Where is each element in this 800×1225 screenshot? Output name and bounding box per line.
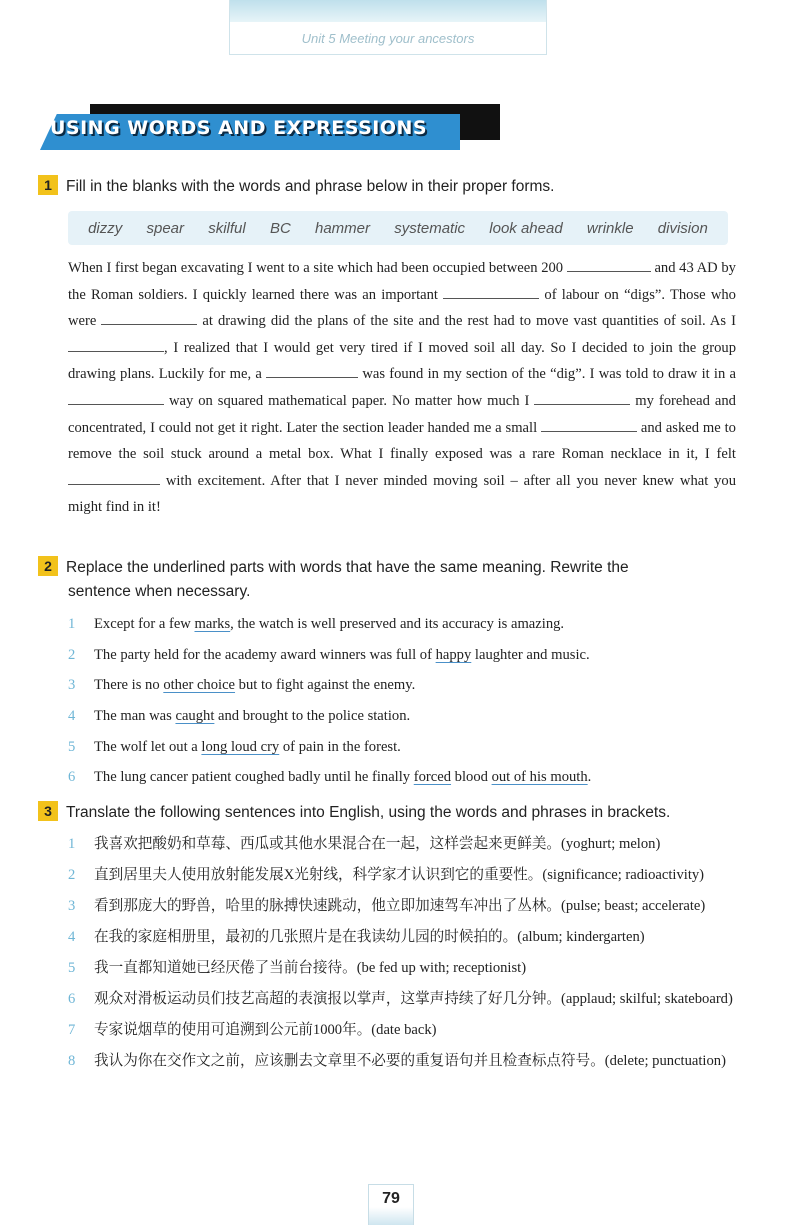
list-item xyxy=(68,736,738,758)
exercise-number-2: 2 xyxy=(38,556,58,576)
sentence-text: 我一直都知道她已经厌倦了当前台接待。(be fed up with; receptionist) xyxy=(94,960,527,976)
list-item xyxy=(68,766,738,788)
sentence-text: but to fight against the enemy. xyxy=(235,677,416,694)
item-number: 3 xyxy=(68,677,76,694)
item-number: 5 xyxy=(68,738,76,755)
sentence-text: blood xyxy=(451,769,492,786)
sentence-text: The party held for the academy award winners was full of xyxy=(94,646,436,663)
section-title: USING WORDS AND EXPRESSIONS xyxy=(50,117,428,139)
passage-text: was found in my section of the “dig”. I was told to draw it in a xyxy=(362,366,736,383)
exercise-3-heading xyxy=(38,801,740,825)
item-number: 5 xyxy=(68,960,76,976)
unit-title: Unit 5 Meeting your ancestors xyxy=(301,31,475,46)
underlined-phrase: out of his mouth xyxy=(491,769,588,786)
sentence-text: 我认为你在交作文之前，应该删去文章里不必要的重复语句并且检查标点符号。(delete; punctuation) xyxy=(94,1053,726,1069)
item-number: 4 xyxy=(68,708,76,725)
passage-text: my forehead and concentrated, I could not get it right. Later the section leader handed me a small xyxy=(68,392,736,436)
list-item xyxy=(68,674,738,696)
sentence-text: 看到那庞大的野兽，哈里的脉搏快速跳动，他立即加速驾车冲出了丛林。(pulse; beast; accelerate) xyxy=(94,898,706,914)
item-number: 2 xyxy=(68,867,76,883)
list-item xyxy=(68,833,738,855)
list-item xyxy=(68,895,738,917)
exercise-1-passage xyxy=(68,255,736,521)
exercise-3-list xyxy=(68,833,738,1081)
sentence-text: Except for a few xyxy=(94,616,195,632)
list-item xyxy=(68,957,738,979)
answer-blank-9[interactable] xyxy=(68,470,160,485)
exercise-3-instruction: Translate the following sentences into English, using the words and phrases in brackets. xyxy=(66,804,671,821)
exercise-1-instruction: Fill in the blanks with the words and phrase below in their proper forms. xyxy=(66,178,555,195)
sentence-text: and brought to the police station. xyxy=(214,708,411,725)
item-number: 4 xyxy=(68,929,76,945)
sentence-text: , the watch is well preserved and its accuracy is amazing. xyxy=(230,616,565,632)
exercise-number-3: 3 xyxy=(38,801,58,821)
sentence-text: 专家说烟草的使用可追溯到公元前1000年。(date back) xyxy=(94,1022,437,1038)
passage-text: of labour on “digs”. Those who were xyxy=(68,286,736,330)
item-number: 6 xyxy=(68,769,76,786)
answer-blank-7[interactable] xyxy=(534,390,630,405)
word-bank xyxy=(68,211,728,245)
passage-text: and asked me to remove the soil stuck around a metal box. What I finally exposed was a rare Roman necklace in it, I felt xyxy=(68,419,736,463)
passage-text: and 43 AD by the Roman soldiers. I quickly learned there was an important xyxy=(68,260,736,303)
banner-sky-strip xyxy=(230,0,546,22)
passage-text: with excitement. After that I never minded moving soil – after all you never knew what you might find in it! xyxy=(68,472,736,516)
passage-text: at drawing did the plans of the site and the rest had to move vast quantities of soil. As I xyxy=(202,313,736,330)
exercise-2-list xyxy=(68,613,738,797)
underlined-phrase: caught xyxy=(175,708,215,725)
exercise-number-1: 1 xyxy=(38,175,58,195)
underlined-phrase: other choice xyxy=(163,677,236,694)
sentence-text: laughter and music. xyxy=(471,646,590,663)
unit-banner xyxy=(229,0,547,55)
item-number: 2 xyxy=(68,646,76,663)
item-number: 8 xyxy=(68,1053,76,1069)
answer-blank-3[interactable] xyxy=(101,310,197,325)
sentence-text: The man was xyxy=(94,708,176,725)
passage-text: When I first began excavating I went to a site which had been occupied between 200 xyxy=(68,260,564,276)
passage-text: , I realized that I would get very tired if I moved soil all day. So I decided to join the group drawing plans. Luckily for me, a xyxy=(68,339,736,383)
list-item xyxy=(68,705,738,727)
word-bank-item: hammer xyxy=(314,219,370,237)
word-bank-item: look ahead xyxy=(489,219,563,237)
exercise-2-instruction: Replace the underlined parts with words that have the same meaning. Rewrite the xyxy=(66,559,629,576)
underlined-phrase: happy xyxy=(435,646,472,663)
word-bank-item: skilful xyxy=(208,219,246,237)
sentence-text: 观众对滑板运动员们技艺高超的表演报以掌声，这掌声持续了好几分钟。(applaud; skilful; skateboard) xyxy=(94,991,733,1007)
sentence-text: There is no xyxy=(94,677,164,694)
list-item xyxy=(68,644,738,666)
underlined-phrase: long loud cry xyxy=(201,738,280,755)
list-item xyxy=(68,988,738,1010)
sentence-text: of pain in the forest. xyxy=(279,738,401,755)
word-bank-item: division xyxy=(657,219,708,237)
answer-blank-8[interactable] xyxy=(541,417,637,432)
item-number: 6 xyxy=(68,991,76,1007)
exercise-2-heading xyxy=(38,556,740,604)
section-header xyxy=(40,104,460,150)
item-number: 7 xyxy=(68,1022,76,1038)
exercise-1-heading xyxy=(38,175,740,199)
list-item xyxy=(68,864,738,886)
list-item xyxy=(68,1019,738,1041)
answer-blank-6[interactable] xyxy=(68,390,164,405)
passage-text: way on squared mathematical paper. No matter how much I xyxy=(168,392,530,409)
exercise-2-instruction-cont: sentence when necessary. xyxy=(68,583,251,600)
word-bank-item: BC xyxy=(269,219,291,237)
answer-blank-4[interactable] xyxy=(68,337,164,352)
sentence-text: 直到居里夫人使用放射能发展X光射线，科学家才认识到它的重要性。(significance; radioactivity) xyxy=(94,867,705,883)
answer-blank-2[interactable] xyxy=(443,284,539,299)
sentence-text: The wolf let out a xyxy=(94,738,202,755)
answer-blank-5[interactable] xyxy=(266,363,358,378)
item-number: 3 xyxy=(68,898,76,914)
page-number: 79 xyxy=(368,1184,414,1225)
word-bank-item: spear xyxy=(146,219,185,237)
sentence-text: The lung cancer patient coughed badly until he finally xyxy=(94,769,414,786)
sentence-text: 在我的家庭相册里，最初的几张照片是在我读幼儿园的时候拍的。(album; kindergarten) xyxy=(94,929,645,945)
underlined-phrase: forced xyxy=(413,769,452,786)
item-number: 1 xyxy=(68,836,76,852)
list-item xyxy=(68,926,738,948)
word-bank-item: systematic xyxy=(394,219,466,237)
list-item xyxy=(68,1050,738,1072)
word-bank-item: dizzy xyxy=(88,219,123,237)
sentence-text: 我喜欢把酸奶和草莓、西瓜或其他水果混合在一起，这样尝起来更鲜美。(yoghurt; melon) xyxy=(94,836,661,852)
underlined-phrase: marks xyxy=(194,616,231,632)
answer-blank-1[interactable] xyxy=(567,257,651,272)
word-bank-item: wrinkle xyxy=(586,219,634,237)
sentence-text: . xyxy=(587,769,592,786)
item-number: 1 xyxy=(68,616,76,632)
list-item xyxy=(68,613,738,635)
